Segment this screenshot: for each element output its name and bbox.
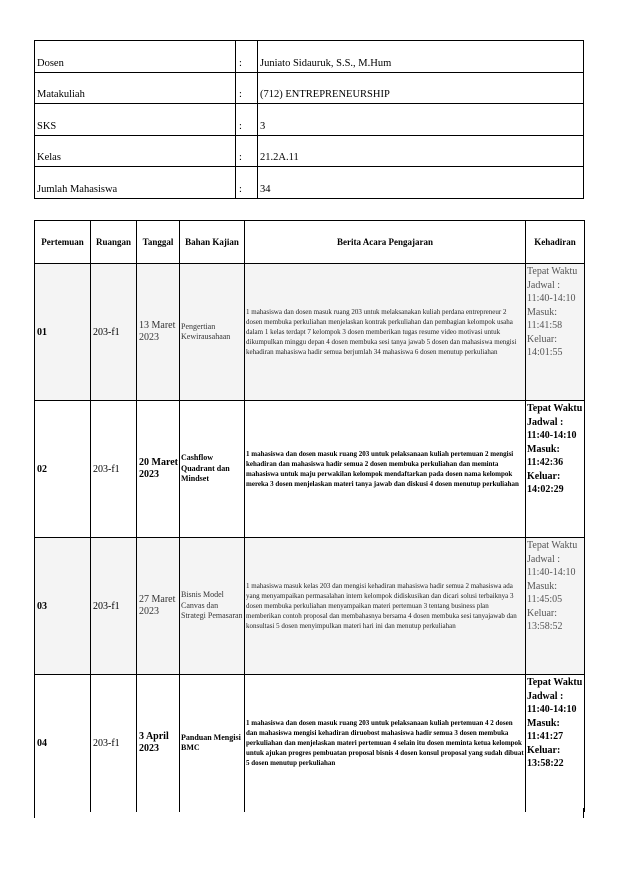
attendance-out: Keluar: 13:58:52 (527, 607, 563, 632)
attendance-schedule: Jadwal : 11:40-14:10 (527, 553, 576, 578)
meeting-room: 203-f1 (91, 675, 137, 812)
meeting-report: 1 mahasiswa dan dosen masuk ruang 203 untuk pelaksanaan kuliah pertemuan 2 mengisi kehadiran dan mahasiswa hadir semua 2 dosen membuka perkuliahan dan meminta mahasiswa untuk maju perwakilan kelompok mendaftarkan pada dosen nama kelompok mereka 3 dosen menjelaskan materi tanya jawab dan diskusi 4 dosen menutup perkuliahan (245, 401, 526, 538)
attendance-in: Masuk: 11:41:27 (527, 717, 564, 742)
meeting-number: 03 (35, 538, 91, 675)
info-row-kelas (35, 135, 584, 167)
course-info-table (34, 40, 584, 199)
meeting-room: 203-f1 (91, 264, 137, 401)
header-tanggal: Tanggal (137, 221, 180, 264)
table-row (35, 675, 585, 812)
header-ruangan: Ruangan (91, 221, 137, 264)
meeting-number: 02 (35, 401, 91, 538)
meeting-report: 1 mahasiswa masuk kelas 203 dan mengisi kehadiran mahasiswa hadir semua 2 mahasiswa ada yang menyampaikan permasalahan intern kelompok didiskusikan dan dicari solusi terbaiknya 3 dosen membuka perkuliahan menyampaikan materi pertemuan 3 tentang business plan memberikan contoh proposal dan membahasnya bersama 4 dosen membuka sesi tanyajawab dan konsultasi 5 dosen menyimpulkan materi hari ini dan menutup perkuliahan (245, 538, 526, 675)
info-row-jumlah-mahasiswa (35, 167, 584, 199)
table-continuation (34, 808, 584, 818)
info-value: Juniato Sidauruk, S.S., M.Hum (258, 41, 584, 73)
attendance-out: Keluar: 13:58:22 (527, 744, 564, 769)
meeting-date: 20 Maret 2023 (137, 401, 180, 538)
meeting-number: 04 (35, 675, 91, 812)
meeting-report: 1 mahasiswa dan dosen masuk ruang 203 untuk pelaksanaan kuliah pertemuan 4 2 dosen dan mahasiswa mengisi kehadiran diruobost mahasiswa hadir semua 3 dosen membuka perkuliahan dan menjelaskan materi pertemuan 4 selain itu dosen meminta ketua kelompok untuk ajukan progres pembuatan proposal bisnis 4 dosen konsul proposal yang sudah dibuat 5 dosen menutup perkuliahan (245, 675, 526, 812)
info-colon: : (236, 104, 258, 136)
info-value: 3 (258, 104, 584, 136)
info-row-dosen (35, 41, 584, 73)
attendance-status: Tepat Waktu (527, 403, 583, 414)
info-label: Matakuliah (35, 72, 236, 104)
info-value: (712) ENTREPRENEURSHIP (258, 72, 584, 104)
attendance-in: Masuk: 11:45:05 (527, 580, 563, 605)
attendance-cell (526, 264, 585, 401)
attendance-in: Masuk: 11:42:36 (527, 443, 564, 468)
meeting-room: 203-f1 (91, 401, 137, 538)
info-colon: : (236, 41, 258, 73)
attendance-status: Tepat Waktu (527, 266, 578, 277)
info-label: Jumlah Mahasiswa (35, 167, 236, 199)
meeting-number: 01 (35, 264, 91, 401)
table-row (35, 538, 585, 675)
attendance-cell (526, 401, 585, 538)
info-colon: : (236, 167, 258, 199)
meeting-room: 203-f1 (91, 538, 137, 675)
attendance-in: Masuk: 11:41:58 (527, 306, 563, 331)
info-colon: : (236, 135, 258, 167)
table-row (35, 401, 585, 538)
meeting-report: 1 mahasiswa dan dosen masuk ruang 203 untuk melaksanakan kuliah perdana entrepreneur 2 dosen membuka perkuliahan menjelaskan kontrak perkuliahan dan pembagian kelompok usaha dalam 1 kelas terdapt 7 kelompok 3 dosen memberikan tugas resume video motivasi untuk dikumpulkan minggu depan 4 dosen membuka sesi tanya jawab 5 dosen dan mahasiswa mengisi kehadiran mahasiswa hadir semua berjumlah 34 mahasiswa 6 dosen menutup perkuliahan (245, 264, 526, 401)
meeting-log-table (34, 220, 585, 812)
attendance-cell (526, 538, 585, 675)
meeting-date: 27 Maret 2023 (137, 538, 180, 675)
attendance-status: Tepat Waktu (527, 677, 583, 688)
header-berita-acara: Berita Acara Pengajaran (245, 221, 526, 264)
info-label: Dosen (35, 41, 236, 73)
info-row-sks (35, 104, 584, 136)
attendance-schedule: Jadwal : 11:40-14:10 (527, 690, 577, 715)
attendance-out: Keluar: 14:01:55 (527, 333, 563, 358)
info-label: SKS (35, 104, 236, 136)
meeting-topic: Cashflow Quadrant dan Mindset (180, 401, 245, 538)
attendance-schedule: Jadwal : 11:40-14:10 (527, 279, 576, 304)
header-bahan-kajian: Bahan Kajian (180, 221, 245, 264)
info-value: 34 (258, 167, 584, 199)
info-value: 21.2A.11 (258, 135, 584, 167)
attendance-cell (526, 675, 585, 812)
info-colon: : (236, 72, 258, 104)
info-label: Kelas (35, 135, 236, 167)
meeting-date: 3 April 2023 (137, 675, 180, 812)
meeting-topic: Panduan Mengisi BMC (180, 675, 245, 812)
header-kehadiran: Kehadiran (526, 221, 585, 264)
attendance-out: Keluar: 14:02:29 (527, 470, 564, 495)
attendance-status: Tepat Waktu (527, 540, 578, 551)
info-row-matakuliah (35, 72, 584, 104)
header-pertemuan: Pertemuan (35, 221, 91, 264)
meeting-topic: Pengertian Kewirausahaan (180, 264, 245, 401)
meeting-topic: Bisnis Model Canvas dan Strategi Pemasaran (180, 538, 245, 675)
attendance-schedule: Jadwal : 11:40-14:10 (527, 416, 577, 441)
meeting-date: 13 Maret 2023 (137, 264, 180, 401)
table-header-row (35, 221, 585, 264)
table-row (35, 264, 585, 401)
